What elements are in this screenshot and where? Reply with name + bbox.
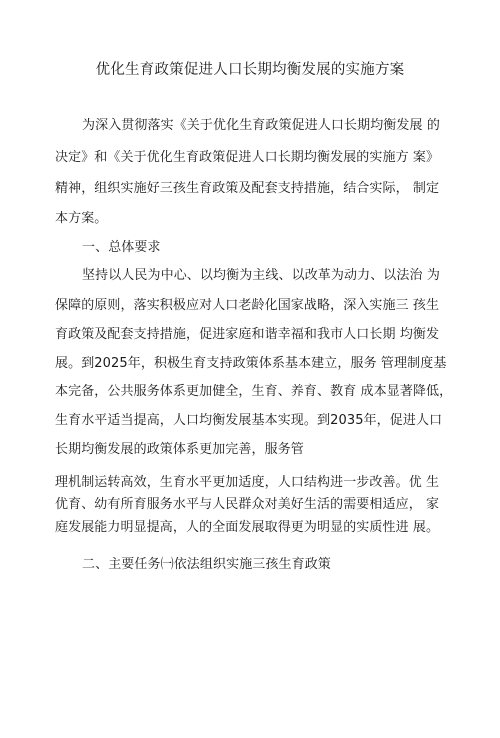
section-heading: 一、总体要求 [82,240,161,255]
paragraph-line: 理机制运转高效，生育水平更加适度，人口结构进一步改善。优 生 [55,475,440,490]
paragraph-line: 优育、幼有所育服务水平与人民群众对美好生活的需要相适应， 家 [55,497,440,512]
section-heading: 二、主要任务㈠依法组织实施三孩生育政策 [82,557,331,572]
paragraph-line: 本方案。 [55,211,108,226]
paragraph-line: 生育水平适当提高，人口均衡发展基本实现。到2035年，促进人口 [55,413,443,428]
paragraph-line: 育政策及配套支持措施，促进家庭和谐幸福和我市人口长期 均衡发 [55,327,440,342]
paragraph-line: 决定》和《关于优化生育政策促进人口长期均衡发展的实施方 案》 [55,150,440,165]
paragraph-line: 长期均衡发展的政策体系更加完善，服务管 [55,442,304,457]
paragraph-line: 精神，组织实施好三孩生育政策及配套支持措施，结合实际， 制定 [55,181,440,196]
paragraph-line: 展。到2025年，积极生育支持政策体系基本建立，服务 管理制度基 [55,356,447,371]
paragraph-line: 坚持以人民为中心、以均衡为主线、以改革为动力、以法治 为 [82,268,440,283]
paragraph-line: 保障的原则，落实积极应对人口老龄化国家战略，深入实施三 孩生 [55,298,440,313]
document-title: 优化生育政策促进人口长期均衡发展的实施方案 [95,62,405,78]
paragraph-line: 为深入贯彻落实《关于优化生育政策促进人口长期均衡发展 的 [82,118,440,133]
paragraph-line: 本完备，公共服务体系更加健全，生育、养育、教育 成本显著降低， [55,384,453,399]
paragraph-line: 庭发展能力明显提高，人的全面发展取得更为明显的实质性进 展。 [55,520,440,535]
